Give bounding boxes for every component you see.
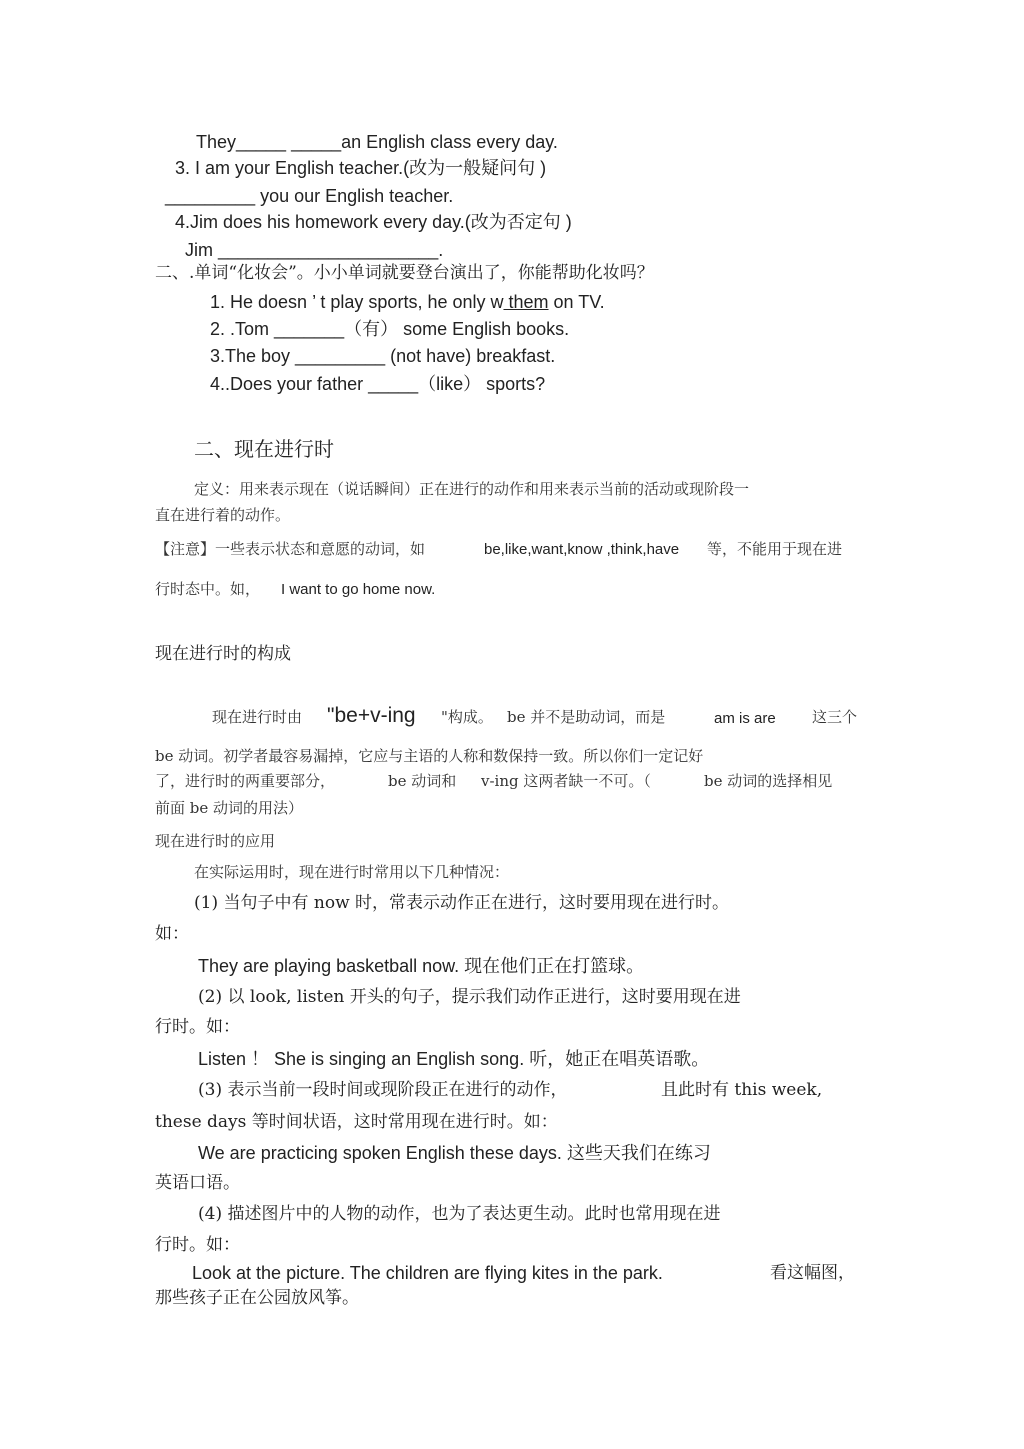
exercise-item-3: 3. I am your English teacher.(改为一般疑问句 ) [175, 158, 547, 178]
structure-line-1-a: 现在进行时由 [212, 708, 303, 726]
exercise-item-4: 4.Jim does his homework every day.(改为否定句 ) [175, 212, 572, 232]
case-3-line-b: 且此时有 this week, [661, 1080, 823, 1100]
case-3-example-b: 英语口语。 [155, 1173, 240, 1193]
note-line-1-a: 【注意】一些表示状态和意愿的动词，如 [155, 540, 426, 558]
note-line-1-c: 等，不能用于现在进 [707, 540, 843, 558]
case-3-line-c: these days 等时间状语，这时常用现在进行时。如： [155, 1112, 558, 1132]
exercise-item-4-answer: Jim ______________________. [185, 240, 444, 260]
exercise-two-item-1 [210, 291, 605, 313]
case-1-line-a: (1) 当句子中有 now 时，常表示动作正在进行，这时要用现在进行时。 [194, 893, 730, 913]
structure-line-1-c: "构成。 [441, 708, 493, 726]
exercise-line-they: They_____ _____an English class every day. [196, 132, 558, 152]
structure-line-1-f: 这三个 [812, 708, 858, 726]
structure-line-2: be 动词。初学者最容易漏掉，它应与主语的人称和数保持一致。所以你们一定记好 [155, 747, 704, 765]
case-4-example-b: 看这幅图， [770, 1263, 855, 1283]
exercise-two-item-3: 3.The boy _________ (not have) breakfast. [210, 346, 556, 366]
exercise-two-heading: 二、.单词“化妆会”。小小单词就要登台演出了，你能帮助化妆吗？ [155, 263, 654, 283]
section-title: 二、现在进行时 [194, 437, 334, 461]
item-1-blank: them [503, 292, 549, 312]
case-1-example: They are playing basketball now. 现在他们正在打篮球。 [198, 956, 645, 976]
exercise-two-item-4: 4..Does your father _____（like） sports? [210, 374, 546, 394]
case-4-line-a: (4) 描述图片中的人物的动作，也为了表达更生动。此时也常用现在进 [198, 1204, 721, 1224]
structure-title: 现在进行时的构成 [155, 644, 291, 664]
case-3-line-a: (3) 表示当前一段时间或现阶段正在进行的动作， [198, 1080, 568, 1100]
note-line-1-b: be,like,want,know ,think,have [484, 541, 680, 558]
structure-line-4: 前面 be 动词的用法） [155, 799, 304, 817]
definition-line-1: 定义：用来表示现在（说话瞬间）正在进行的动作和用来表示当前的活动或现阶段一 [194, 480, 750, 498]
structure-line-3-a: 了，进行时的两重要部分， [155, 772, 336, 790]
item-1-before: 1. He doesn ’ t play sports, he only w [210, 292, 504, 312]
structure-line-3-d: be 动词的选择相见 [704, 772, 833, 790]
case-4-example-c: 那些孩子正在公园放风筝。 [155, 1288, 359, 1308]
case-2-example: Listen ！ She is singing an English song. 听，她正在唱英语歌。 [198, 1049, 710, 1069]
case-4-line-b: 行时。如： [155, 1235, 240, 1255]
case-3-example: We are practicing spoken English these days. 这些天我们在练习 [198, 1143, 711, 1163]
case-2-line-a: (2) 以 look, listen 开头的句子，提示我们动作正进行，这时要用现在进 [198, 987, 741, 1007]
note-line-2-b: I want to go home now. [281, 581, 436, 598]
item-1-after: on TV. [548, 292, 605, 312]
case-1-line-b: 如： [155, 924, 189, 944]
exercise-two-item-2: 2. .Tom _______（有） some English books. [210, 319, 570, 339]
exercise-item-3-answer: _________ you our English teacher. [165, 186, 454, 206]
structure-line-3-b: be 动词和 [388, 772, 457, 790]
usage-title: 现在进行时的应用 [155, 832, 276, 850]
structure-line-1-e: am is are [714, 710, 776, 727]
note-line-2-a: 行时态中。如， [155, 580, 261, 598]
case-2-line-b: 行时。如： [155, 1017, 240, 1037]
usage-intro: 在实际运用时，现在进行时常用以下几种情况： [194, 863, 510, 881]
definition-line-2: 直在进行着的动作。 [155, 506, 291, 524]
structure-line-3-c: v-ing 这两者缺一不可。（ [481, 772, 651, 790]
structure-line-1-d: be 并不是助动词，而是 [507, 708, 666, 726]
case-4-example-a: Look at the picture. The children are flying kites in the park. [192, 1263, 663, 1283]
structure-line-1-b: "be+v-ing [327, 704, 416, 727]
